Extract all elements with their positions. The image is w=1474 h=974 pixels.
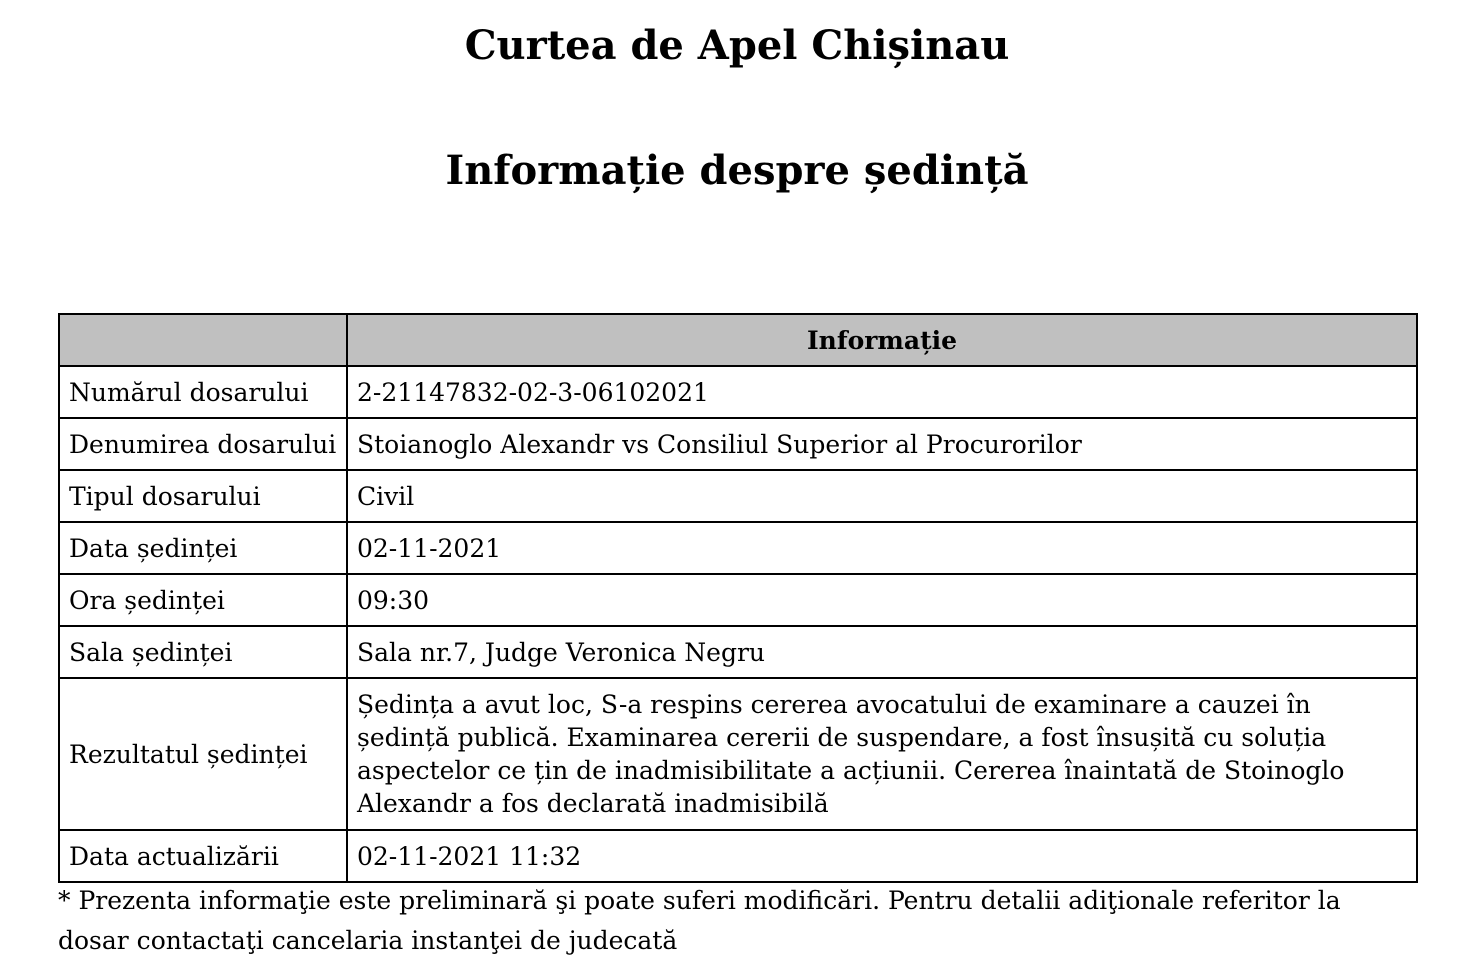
session-info-table xyxy=(58,313,1418,883)
table-row-session-time xyxy=(59,574,1417,626)
row-value: Sala nr.7, Judge Veronica Negru xyxy=(347,626,1417,678)
table-row-session-room xyxy=(59,626,1417,678)
row-label: Sala ședinței xyxy=(59,626,347,678)
row-label: Ora ședinței xyxy=(59,574,347,626)
row-label: Denumirea dosarului xyxy=(59,418,347,470)
table-row-session-date xyxy=(59,522,1417,574)
page-title: Informație despre ședință xyxy=(445,147,1029,194)
row-value: Civil xyxy=(347,470,1417,522)
row-value: 09:30 xyxy=(347,574,1417,626)
row-label: Data ședinței xyxy=(59,522,347,574)
row-label: Data actualizării xyxy=(59,830,347,882)
court-name: Curtea de Apel Chișinau xyxy=(464,22,1010,69)
table-header-row xyxy=(59,314,1417,366)
row-label: Rezultatul ședinței xyxy=(59,678,347,830)
row-value: Ședința a avut loc, S-a respins cererea avocatului de examinare a cauzei în ședință publică. Examinarea cererii de suspendare, a fost însușită cu soluția aspectelor ce țin de inadmisibilitate a acțiunii. Cererea înaintată de Stoinoglo Alexandr a fos declarată inadmisibilă xyxy=(347,678,1417,830)
table-row-case-number xyxy=(59,366,1417,418)
row-value: 02-11-2021 xyxy=(347,522,1417,574)
preliminary-info-footnote: * Prezenta informaţie este preliminară şi poate suferi modificări. Pentru detalii adiţionale referitor la dosar contactaţi cancelaria instanţei de judecată xyxy=(58,886,1341,955)
row-label: Tipul dosarului xyxy=(59,470,347,522)
row-value: 02-11-2021 11:32 xyxy=(347,830,1417,882)
table-row-case-type xyxy=(59,470,1417,522)
column-header-info: Informație xyxy=(347,314,1417,366)
table-row-session-result xyxy=(59,678,1417,830)
table-row-update-date xyxy=(59,830,1417,882)
row-value: 2-21147832-02-3-06102021 xyxy=(347,366,1417,418)
table-row-case-name xyxy=(59,418,1417,470)
row-label: Numărul dosarului xyxy=(59,366,347,418)
row-value: Stoianoglo Alexandr vs Consiliul Superior al Procurorilor xyxy=(347,418,1417,470)
column-header-label xyxy=(59,314,347,366)
